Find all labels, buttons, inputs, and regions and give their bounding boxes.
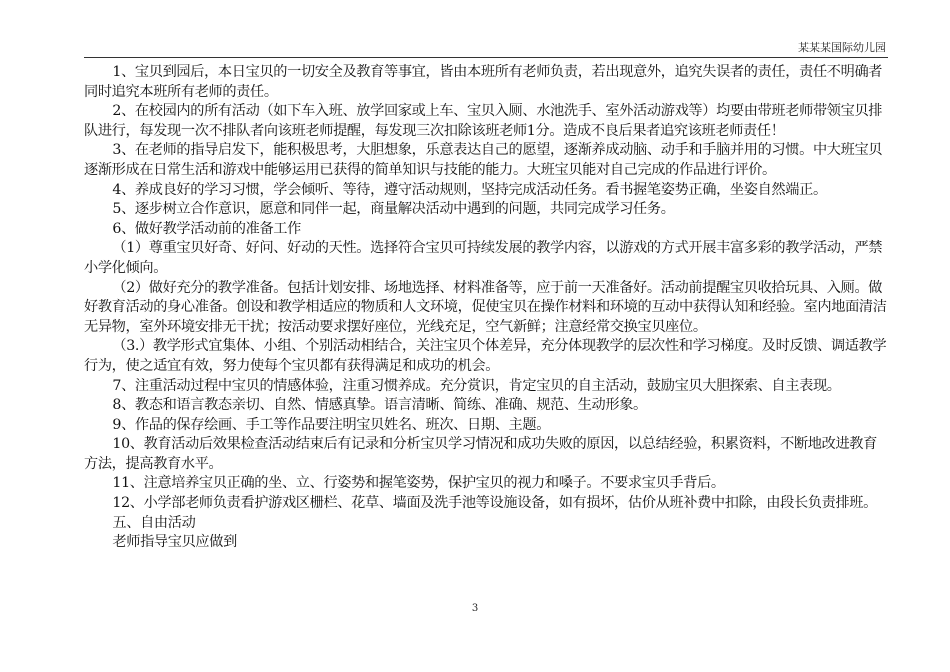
header-divider xyxy=(84,57,888,58)
paragraph: 7、注重活动过程中宝贝的情感体验，注重习惯养成。充分赏识，肯定宝贝的自主活动，鼓励宝贝大胆探索、自主表现。 xyxy=(112,377,841,394)
paragraph: 4、养成良好的学习习惯，学会倾听、等待，遵守活动规则，坚持完成活动任务。看书握笔姿势正确，坐姿自然端正。 xyxy=(112,181,827,198)
paragraph: 1、宝贝到园后，本日宝贝的一切安全及教育等事宜，皆由本班所有老师负责，若出现意外，追究失误者的责任，责任不明确者同时追究本班所有老师的责任。 xyxy=(84,64,883,100)
paragraph: （3.）教学形式宜集体、小组、个别活动相结合，关注宝贝个体差异，充分体现教学的层次性和学习梯度。及时反馈、调适教学行为，使之适宜有效，努力使每个宝贝都有获得满足和成功的机会。 xyxy=(84,338,887,374)
section-heading: 五、自由活动 xyxy=(112,514,196,531)
paragraph: （2）做好充分的教学准备。包括计划安排、场地选择、材料准备等，应于前一天准备好。活动前提醒宝贝收拾玩具、入厕。做好教育活动的身心准备。创设和教学相适应的物质和人文环境，促使宝贝在操作材料和环境的互动中获得认知和经验。室内地面清洁无异物，室外环境安排无干扰；按活动要求摆好座位，光线充足，空气新鲜；注意经常交换宝贝座位。 xyxy=(84,279,887,335)
paragraph: 11、注意培养宝贝正确的坐、立、行姿势和握笔姿势，保护宝贝的视力和嗓子。不要求宝贝手背后。 xyxy=(112,475,725,492)
paragraph: 12、小学部老师负责看护游戏区栅栏、花草、墙面及洗手池等设施设备，如有损坏，估价从班补费中扣除，由段长负责排班。 xyxy=(112,495,877,512)
page-number: 3 xyxy=(471,603,479,614)
paragraph: 6、做好教学活动前的准备工作 xyxy=(112,220,301,237)
header-school-name: 某某某国际幼儿园 xyxy=(798,41,886,54)
paragraph: 老师指导宝贝应做到 xyxy=(112,534,237,551)
paragraph: 3、在老师的指导启发下，能积极思考，大胆想象，乐意表达自己的愿望，逐渐养成动脑、动手和手脑并用的习惯。中大班宝贝逐渐形成在日常生活和游戏中能够运用已获得的简单知识与技能的能力。大班宝贝能对自己完成的作品进行评价。 xyxy=(84,142,883,178)
document-body xyxy=(84,63,888,553)
paragraph: （1）尊重宝贝好奇、好问、好动的天性。选择符合宝贝可持续发展的教学内容，以游戏的方式开展丰富多彩的教学活动，严禁小学化倾向。 xyxy=(84,240,883,276)
paragraph: 10、教育活动后效果检查活动结束后有记录和分析宝贝学习情况和成功失败的原因，以总结经验，积累资料，不断地改进教育方法，提高教育水平。 xyxy=(84,436,877,472)
paragraph: 2、在校园内的所有活动（如下车入班、放学回家或上车、宝贝入厕、水池洗手、室外活动游戏等）均要由带班老师带领宝贝排队进行，每发现一次不排队者向该班老师提醒，每发现三次扣除该班老师1分。造成不良后果者追究该班老师责任！ xyxy=(84,103,883,139)
paragraph: 5、逐步树立合作意识，愿意和同伴一起，商量解决活动中遇到的问题，共同完成学习任务。 xyxy=(112,201,675,218)
paragraph: 8、教态和语言教态亲切、自然、情感真挚。语言清晰、简练、准确、规范、生动形象。 xyxy=(112,397,647,414)
paragraph: 9、作品的保存绘画、手工等作品要注明宝贝姓名、班次、日期、主题。 xyxy=(112,416,551,433)
